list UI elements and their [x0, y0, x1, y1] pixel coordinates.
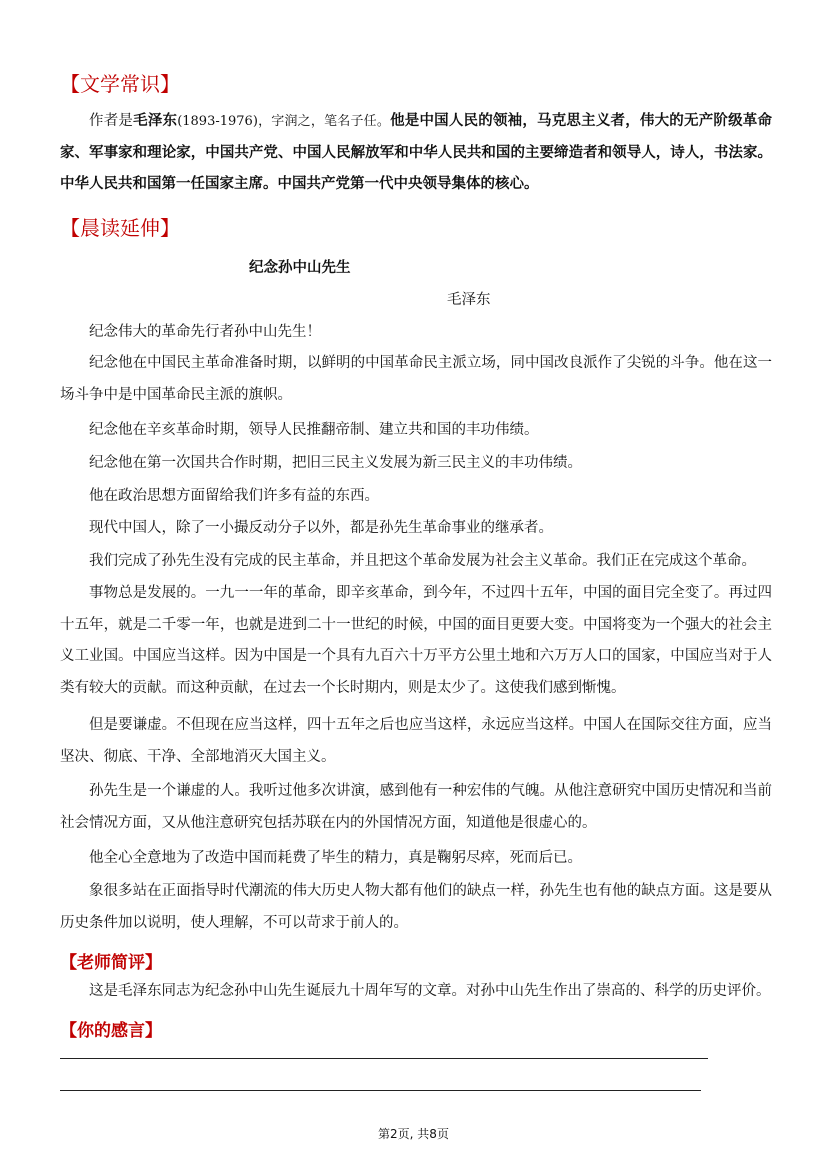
heading-literary-knowledge: 【文学常识】 [60, 72, 180, 96]
article-paragraph: 现代中国人，除了一小撮反动分子以外，都是孙先生革命事业的继承者。 [89, 520, 553, 536]
article-paragraph: 他全心全意地为了改造中国而耗费了毕生的精力，真是鞠躬尽瘁，死而后已。 [89, 850, 582, 866]
author-bio-paragraph [60, 106, 772, 201]
article-paragraph: 纪念伟大的革命先行者孙中山先生！ [89, 324, 321, 340]
article-paragraph: 纪念他在辛亥革命时期，领导人民推翻帝制、建立共和国的丰功伟绩。 [89, 422, 539, 438]
article-paragraph: 但是要谦虚。不但现在应当这样，四十五年之后也应当这样，永远应当这样。中国人在国际交往方面，应当坚决、彻底、干净、全部地消灭大国主义。 [60, 717, 772, 765]
heading-your-thoughts: 【你的感言】 [60, 1021, 162, 1041]
article-paragraph: 象很多站在正面指导时代潮流的伟大历史人物大都有他们的缺点一样，孙先生也有他的缺点方面。这是要从历史条件加以说明，使人理解，不可以苛求于前人的。 [60, 883, 772, 931]
heading-teacher-comment: 【老师简评】 [60, 953, 162, 973]
article-paragraph: 纪念他在第一次国共合作时期，把旧三民主义发展为新三民主义的丰功伟绩。 [89, 455, 582, 471]
article-paragraph: 纪念他在中国民主革命准备时期，以鲜明的中国革命民主派立场，同中国改良派作了尖锐的斗争。他在这一场斗争中是中国革命民主派的旗帜。 [60, 355, 772, 403]
bio-intro: 作者是 [89, 113, 134, 129]
answer-line [60, 1090, 701, 1091]
article-paragraph: 孙先生是一个谦虚的人。我听过他多次讲演，感到他有一种宏伟的气魄。从他注意研究中国历史情况和当前社会情况方面，又从他注意研究包括苏联在内的外国情况方面，知道他是很虚心的。 [60, 783, 772, 831]
article-title: 纪念孙中山先生 [249, 260, 351, 276]
bio-author-name: 毛泽东 [133, 113, 178, 129]
article-paragraph: 我们完成了孙先生没有完成的民主革命，并且把这个革命发展为社会主义革命。我们正在完成这个革命。 [89, 553, 756, 569]
heading-morning-reading: 【晨读延伸】 [60, 216, 180, 240]
page-number: 第2页, 共8页 [378, 1127, 449, 1141]
bio-dates: (1893-1976)，字润之，笔名子任。 [177, 114, 391, 129]
answer-line [60, 1058, 708, 1059]
article-paragraph: 事物总是发展的。一九一一年的革命，即辛亥革命，到今年，不过四十五年，中国的面目完全变了。再过四十五年，就是二千零一年，也就是进到二十一世纪的时候，中国的面目更要大变。中国将变为一个强大的社会主义工业国。中国应当这样。因为中国是一个具有九百六十万平方公里土地和六万万人口的国家，中国应当对于人类有较大的贡献。而这种贡献，在过去一个长时期内，则是太少了。这使我们感到惭愧。 [60, 585, 772, 696]
article-paragraph: 他在政治思想方面留给我们许多有益的东西。 [89, 488, 379, 504]
article-author: 毛泽东 [447, 292, 491, 308]
bio-bold-text: 他是中国人民的领袖，马克思主义者，伟大的无产阶级革命家、军事家和理论家，中国共产党、中国人民解放军和中华人民共和国的主要缔造者和领导人，诗人，书法家。中华人民共和国第一任国家主席。中国共产党第一代中央领导集体的核心。 [60, 113, 772, 192]
teacher-comment-text: 这是毛泽东同志为纪念孙中山先生诞辰九十周年写的文章。对孙中山先生作出了崇高的、科学的历史评价。 [89, 983, 771, 999]
